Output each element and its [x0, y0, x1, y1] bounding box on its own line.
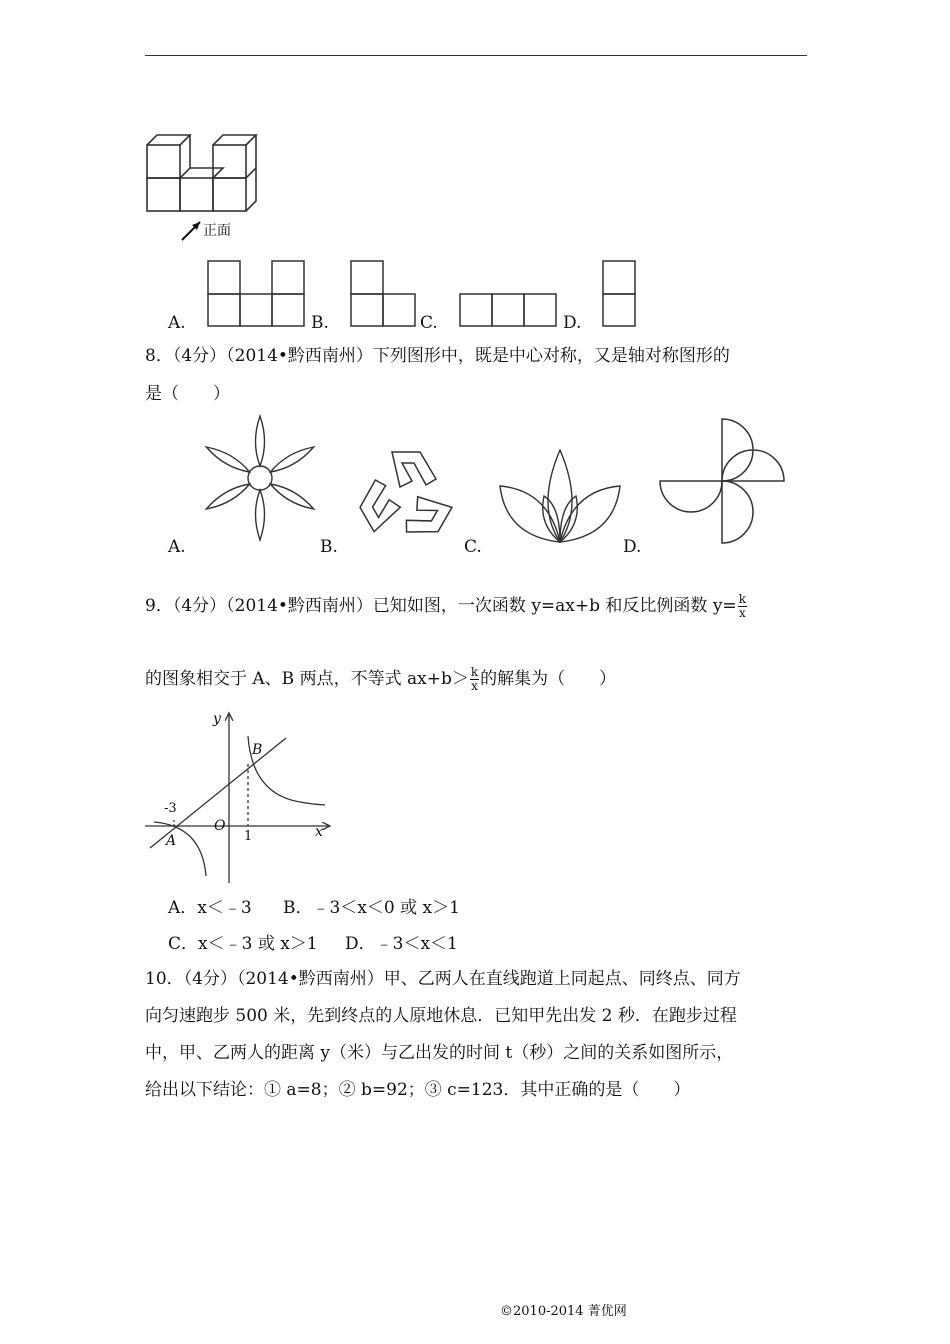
q9-fraction-k-over-x	[738, 593, 747, 620]
q9-option-c: C．x＜﹣3 或 x＞1	[168, 934, 318, 954]
q10-text-line2: 向匀速跑步 500 米，先到终点的人原地休息．已知甲先出发 2 秒．在跑步过程	[145, 1006, 737, 1026]
q7-option-d-figure	[602, 260, 638, 328]
q7-option-b-label: B.	[311, 313, 329, 333]
graph-tick-1: 1	[244, 829, 253, 844]
page-footer: ©2010-2014 菁优网	[500, 1304, 627, 1319]
q9-option-b: B．﹣3＜x＜0 或 x＞1	[283, 898, 460, 918]
graph-y-axis-label: y	[213, 711, 221, 727]
q9-fraction-k-over-x-2	[470, 666, 479, 693]
graph-tick-neg3: -3	[164, 801, 177, 816]
q9-text-line2-post: 的解集为（ ）	[480, 669, 617, 689]
q9-function-graph	[140, 708, 340, 888]
header-rule	[145, 55, 807, 56]
fraction-denominator: x	[471, 679, 478, 693]
q8-option-b-label: B.	[320, 537, 338, 557]
graph-x-axis-label: x	[315, 824, 323, 840]
q9-text-line1	[145, 593, 748, 620]
q8-option-c-label: C.	[464, 537, 482, 557]
q9-text-line1-body: 9．（4分）（2014•黔西南州）已知如图，一次函数 y=ax+b 和反比例函数 y=	[145, 596, 737, 616]
front-arrow-icon	[178, 216, 206, 244]
q8-option-d-label: D.	[623, 537, 642, 557]
q8-pinwheel-figure	[658, 417, 786, 545]
q7-option-a-label: A.	[168, 313, 186, 333]
q9-option-a: A．x＜﹣3	[168, 898, 252, 918]
q9-text-line2	[145, 666, 616, 693]
q8-lotus-figure	[498, 446, 622, 546]
q8-recycle-figure	[352, 445, 460, 545]
q10-text-line4: 给出以下结论：① a=8；② b=92；③ c=123．其中正确的是（ ）	[145, 1080, 691, 1100]
graph-point-a-label: A	[166, 833, 177, 849]
q7-option-b-figure	[350, 260, 418, 328]
q8-text-line2: 是（ ）	[145, 384, 230, 404]
fraction-numerator: k	[470, 665, 479, 679]
q7-option-a-figure	[207, 260, 307, 328]
q8-flower-figure	[198, 412, 322, 544]
q9-option-d: D．﹣3＜x＜1	[345, 934, 458, 954]
front-label: 正面	[203, 223, 231, 239]
q10-text-line1: 10．（4分）（2014•黔西南州）甲、乙两人在直线跑道上同起点、同终点、同方	[145, 969, 741, 989]
graph-origin-label: O	[214, 818, 226, 834]
q7-option-d-label: D.	[563, 313, 582, 333]
q7-option-c-figure	[459, 293, 559, 328]
q10-text-line3: 中，甲、乙两人的距离 y（米）与乙出发的时间 t（秒）之间的关系如图所示，	[145, 1043, 734, 1063]
q7-option-c-label: C.	[420, 313, 438, 333]
fraction-denominator: x	[738, 606, 746, 620]
q8-option-a-label: A.	[168, 537, 186, 557]
fraction-numerator: k	[738, 592, 746, 606]
q7-solid-figure	[140, 128, 270, 218]
graph-point-b-label: B	[252, 742, 263, 758]
q9-text-line2-pre: 的图象相交于 A、B 两点，不等式 ax+b＞	[145, 669, 469, 689]
q8-text-line1: 8．（4分）（2014•黔西南州）下列图形中，既是中心对称，又是轴对称图形的	[145, 346, 730, 366]
